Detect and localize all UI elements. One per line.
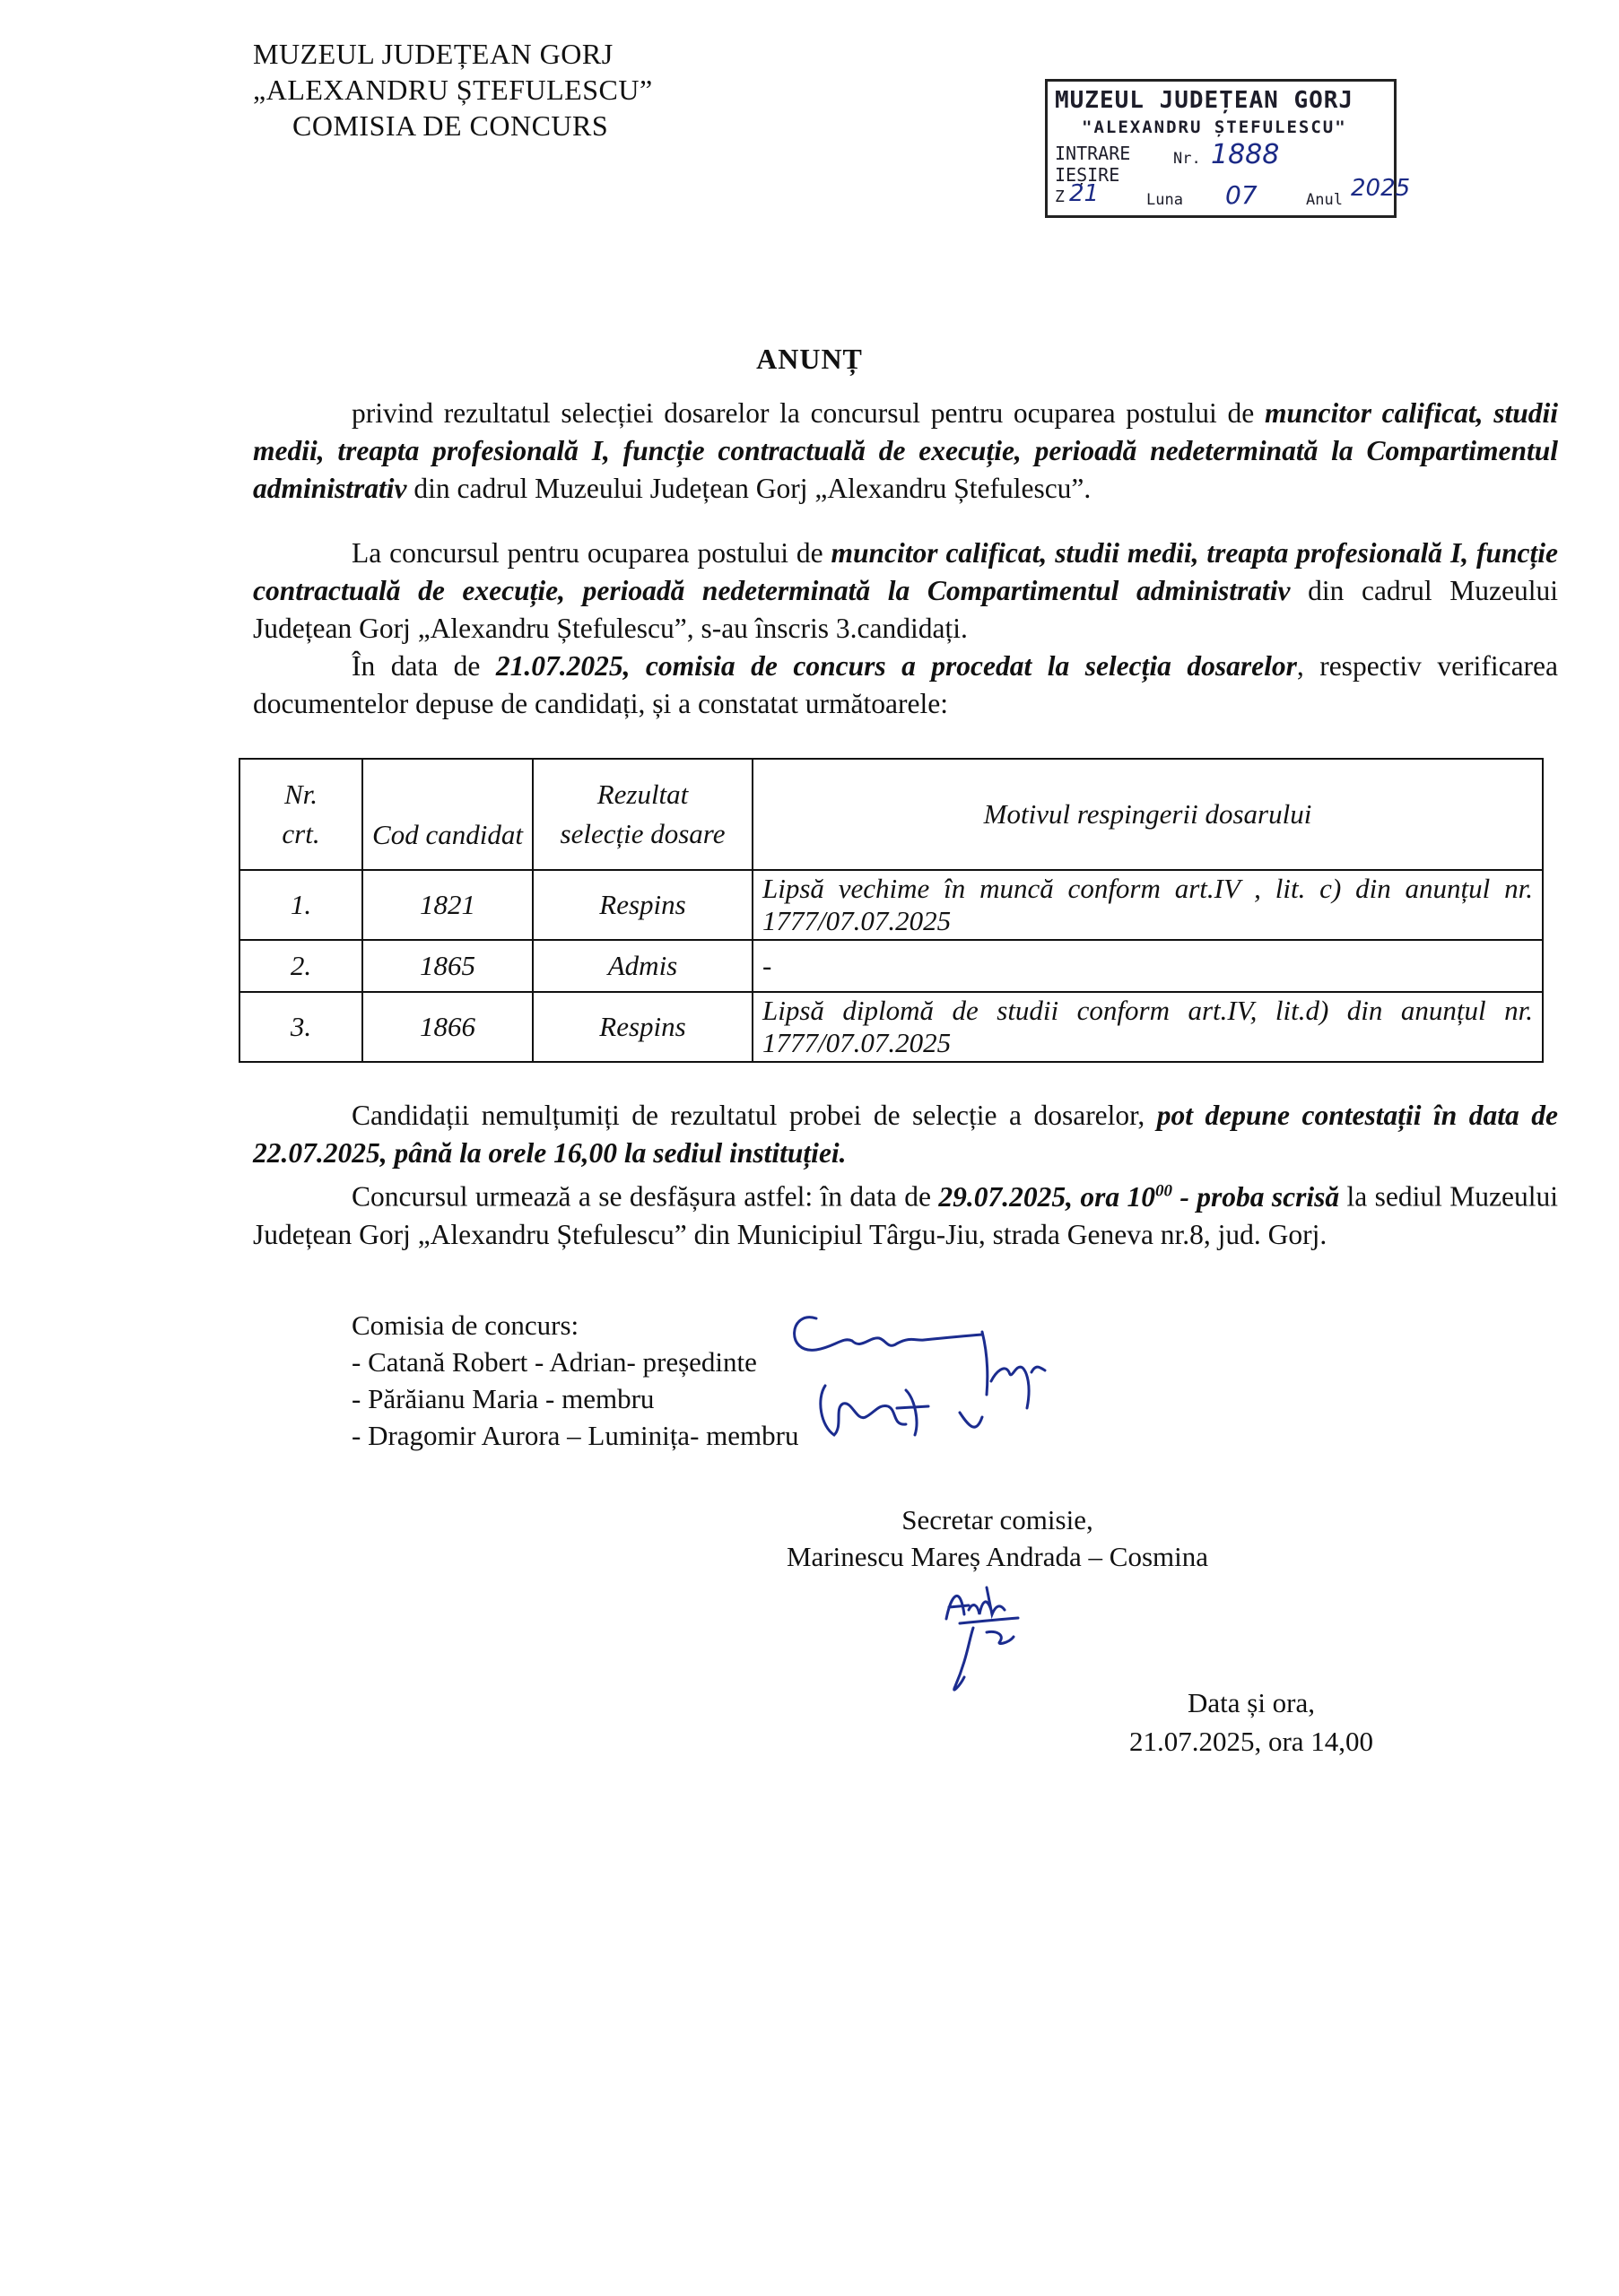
secretary-block <box>746 1501 1249 1575</box>
col-header-cod <box>362 759 533 870</box>
stamp-nr-label: Nr. <box>1173 150 1201 168</box>
stamp-intrare-label: INTRARE <box>1055 143 1131 164</box>
results-table <box>239 758 1544 1063</box>
cell-motiv: Lipsă diplomă de studii conform art.IV, lit.d) din anunțul nr. 1777/07.07.2025 <box>753 992 1543 1062</box>
para4-text-1: Concursul urmează a se desfășura astfel: în data de <box>352 1180 939 1213</box>
para2-text-1: În data de <box>352 650 496 682</box>
stamp-luna-value: 07 <box>1225 180 1258 210</box>
cell-cod: 1821 <box>362 870 533 940</box>
cell-rezultat: Admis <box>533 940 753 992</box>
registration-stamp <box>1045 79 1411 218</box>
col-header-motiv <box>753 759 1543 870</box>
secretary-signature <box>933 1578 1040 1704</box>
para4-date-time: 29.07.2025, ora 10 <box>938 1180 1156 1213</box>
para3-appeal-info: pot depune contestații în data de 22.07.2025, până la orele 16,00 la sediul instituției. <box>253 1100 1558 1169</box>
closing-paragraphs <box>253 1097 1558 1254</box>
date-time-value: 21.07.2025, ora 14,00 <box>1128 1726 1374 1757</box>
cell-cod: 1866 <box>362 992 533 1062</box>
col-header-nr-line1: Nr. <box>283 778 318 810</box>
stamp-z-label: Z <box>1055 187 1065 206</box>
body-paragraphs <box>253 535 1558 723</box>
col-header-rez-line1: Rezultat <box>596 778 689 810</box>
institution-name: MUZEUL JUDEȚEAN GORJ <box>253 38 614 70</box>
table-row <box>239 940 1543 992</box>
cell-cod: 1865 <box>362 940 533 992</box>
col-header-motiv-label: Motivul respingerii dosarului <box>983 798 1312 830</box>
table-row <box>239 870 1543 940</box>
stamp-nr-value: 1888 <box>1211 139 1280 170</box>
col-header-nr-line2: crt. <box>282 818 320 849</box>
para4-exam: - proba scrisă <box>1172 1180 1340 1213</box>
para4-text-2: la sediul Muzeului Județean Gorj „Alexandru Ștefulescu” din Municipiul Târgu-Jiu, strada Geneva nr.8, jud. Gorj. <box>253 1180 1558 1250</box>
stamp-iesire-label: IEȘIRE <box>1055 164 1120 186</box>
date-time-label: Data și ora, <box>1187 1687 1316 1718</box>
secretary-name: Marinescu Mareș Andrada – Cosmina <box>786 1541 1209 1572</box>
intro-position: muncitor calificat, studii medii, treapta profesională I, funcție contractuală de execuție, perioadă nedeterminată la Compartimentul administrativ <box>253 397 1558 504</box>
cell-rezultat: Respins <box>533 992 753 1062</box>
para2-date-action: 21.07.2025, comisia de concurs a procedat la selecția dosarelor <box>495 650 1297 682</box>
stamp-anul-value: 2025 <box>1351 175 1411 202</box>
col-header-rezultat <box>533 759 753 870</box>
commission-member: - Catană Robert - Adrian- președinte <box>352 1346 757 1378</box>
cell-motiv: Lipsă vechime în muncă conform art.IV , lit. c) din anunțul nr. 1777/07.07.2025 <box>753 870 1543 940</box>
commission-member: - Dragomir Aurora – Luminița- membru <box>352 1420 799 1451</box>
col-header-cod-label: Cod candidat <box>372 819 523 850</box>
intro-text-2: din cadrul Muzeului Județean Gorj „Alexandru Ștefulescu”. <box>406 473 1092 504</box>
cell-rezultat: Respins <box>533 870 753 940</box>
table-header-row <box>239 759 1543 870</box>
date-time-block <box>1063 1683 1440 1761</box>
appeal-paragraph <box>253 1097 1558 1172</box>
para1-position: muncitor calificat, studii medii, treapta profesională I, funcție contractuală de execuție, perioadă nedeterminată la Compartimentul administrativ <box>253 537 1558 606</box>
para1-text-2: din cadrul Muzeului Județean Gorj „Alexandru Ștefulescu”, s-au înscris 3.candidați. <box>253 575 1558 644</box>
intro-text-1: privind rezultatul selecției dosarelor la concursul pentru ocuparea postului de <box>352 397 1265 429</box>
col-header-nr <box>239 759 362 870</box>
stamp-luna-label: Luna <box>1146 191 1183 209</box>
commission-signatures <box>780 1300 1067 1453</box>
secretary-label: Secretar comisie, <box>901 1504 1093 1535</box>
document-title: ANUNȚ <box>756 343 863 375</box>
stamp-z-value: 21 <box>1069 180 1100 207</box>
stamp-anul-label: Anul <box>1306 191 1343 209</box>
cell-nr: 2. <box>239 940 362 992</box>
registration-paragraph <box>253 535 1558 648</box>
selection-paragraph <box>253 648 1558 723</box>
table-row <box>239 992 1543 1062</box>
institution-subname: „ALEXANDRU ȘTEFULESCU” <box>253 74 653 106</box>
commission-heading: Comisia de concurs: <box>352 1309 579 1341</box>
cell-motiv: - <box>753 940 1543 992</box>
cell-nr: 3. <box>239 992 362 1062</box>
para3-text-1: Candidații nemulțumiți de rezultatul probei de selecție a dosarelor, <box>352 1100 1157 1131</box>
col-header-rez-line2: selecție dosare <box>560 818 726 849</box>
cell-nr: 1. <box>239 870 362 940</box>
stamp-institution: MUZEUL JUDEȚEAN GORJ <box>1055 87 1354 114</box>
commission-member: - Părăianu Maria - membru <box>352 1383 655 1414</box>
para4-minutes: 00 <box>1155 1181 1173 1200</box>
intro-paragraph <box>253 395 1558 508</box>
commission-list <box>352 1307 798 1454</box>
para1-text-1: La concursul pentru ocuparea postului de <box>352 537 831 569</box>
para2-text-2: , respectiv verificarea documentelor depuse de candidați, și a constatat următoarele: <box>253 650 1559 719</box>
schedule-paragraph <box>253 1172 1558 1254</box>
stamp-institution-sub: "ALEXANDRU ȘTEFULESCU" <box>1082 117 1347 137</box>
commission-header: COMISIA DE CONCURS <box>292 109 609 142</box>
